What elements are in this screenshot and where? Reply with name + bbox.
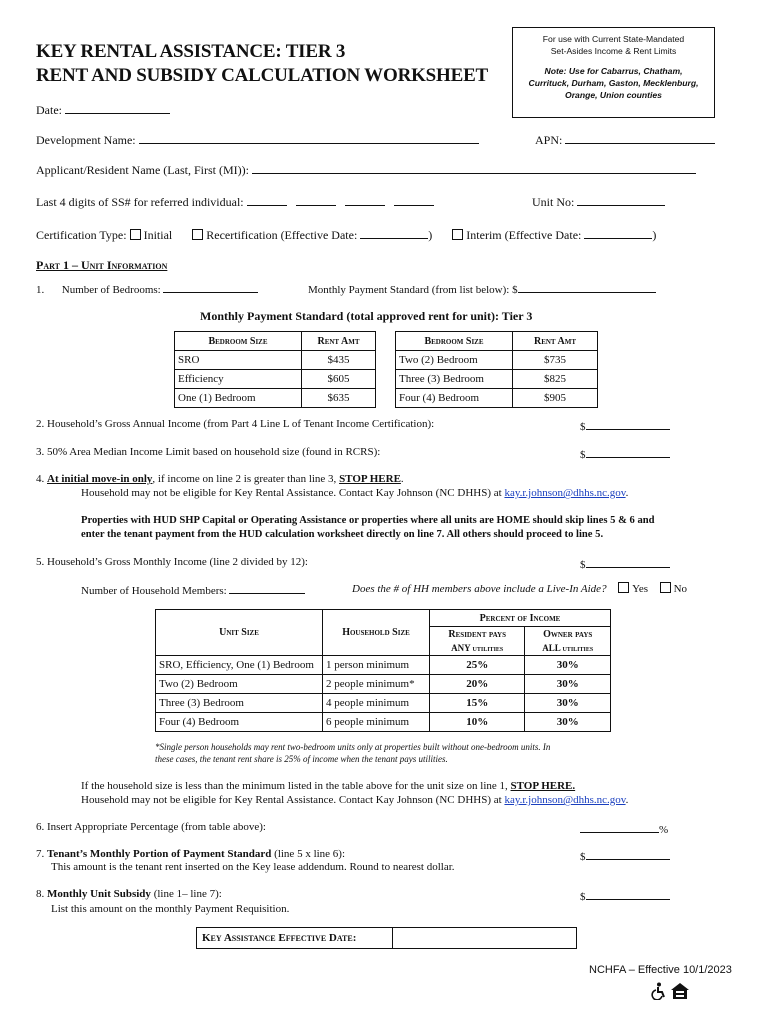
bedroom-size-cell: One (1) Bedroom: [175, 389, 302, 408]
initial-label: Initial: [143, 228, 173, 242]
bedrooms-label: Number of Bedrooms:: [61, 284, 161, 296]
line7-amount: [580, 848, 670, 863]
line3-label: 3. 50% Area Median Income Limit based on household size (found in RCRS):: [36, 446, 381, 458]
line7-field[interactable]: [586, 848, 670, 860]
period: .: [625, 487, 629, 499]
unit-size-cell: SRO, Efficiency, One (1) Bedroom: [156, 656, 323, 675]
rent-amt-cell: $635: [302, 389, 376, 408]
dollar-sign: $: [580, 891, 586, 903]
line3-field[interactable]: [586, 446, 670, 458]
table-header: Bedroom Size: [175, 332, 302, 351]
resident-pays-header: Resident pays: [430, 627, 525, 642]
table-row: [175, 370, 376, 389]
recert-date-field[interactable]: [360, 227, 428, 239]
line7-sub: This amount is the tenant rent inserted on the Key lease addendum. Round to nearest dollar.: [51, 861, 455, 873]
table-header: Rent Amt: [513, 332, 598, 351]
line8-sub: List this amount on the monthly Payment Requisition.: [51, 903, 290, 915]
ss-digit-field[interactable]: [296, 194, 336, 206]
paren: ): [428, 228, 433, 242]
line7-label: (line 5 x line 6):: [274, 848, 346, 860]
ss-digit-field[interactable]: [345, 194, 385, 206]
line4-row: [36, 473, 404, 485]
email-link[interactable]: kay.r.johnson@dhhs.nc.gov: [504, 794, 626, 806]
line2-amount: [580, 418, 670, 433]
owner-percent-cell: 30%: [525, 713, 611, 732]
note-box: [512, 27, 715, 118]
minimum-note: [81, 780, 575, 792]
hud-note-line1: Properties with HUD SHP Capital or Operating Assistance or properties where all units are HOME should skip lines 5 & 6 and: [81, 515, 655, 526]
note-line: Set-Asides Income & Rent Limits: [550, 46, 677, 56]
percent-of-income-header: Percent of Income: [430, 610, 611, 627]
interim-checkbox[interactable]: [452, 229, 463, 240]
line4-sub: [81, 487, 628, 499]
hud-note-line2: enter the tenant payment from the HUD calculation worksheet directly on line 7. All others should proceed to line 5.: [81, 529, 604, 540]
development-name-label: Development Name:: [36, 133, 136, 147]
interim-date-field[interactable]: [584, 227, 652, 239]
table-row: [396, 351, 598, 370]
rent-amt-cell: $825: [513, 370, 598, 389]
resident-percent-cell: 25%: [430, 656, 525, 675]
line-number: 7.: [36, 848, 45, 860]
percent-sign: %: [659, 824, 669, 836]
line5-amount: [580, 556, 670, 571]
unit-size-cell: Three (3) Bedroom: [156, 694, 323, 713]
apn-row: [535, 132, 715, 148]
effective-date-field[interactable]: [393, 928, 576, 948]
table-row: [175, 351, 376, 370]
ss-row: [36, 194, 434, 210]
owner-percent-cell: 30%: [525, 694, 611, 713]
line-number: 8.: [36, 888, 45, 900]
rent-amt-cell: $735: [513, 351, 598, 370]
initial-move-in-text: At initial move-in only: [47, 473, 153, 485]
note-counties: Currituck, Durham, Gaston, Mecklenburg,: [528, 78, 699, 88]
form-title-line2: RENT AND SUBSIDY CALCULATION WORKSHEET: [36, 65, 489, 86]
table-header: Rent Amt: [302, 332, 376, 351]
contact-text: Household may not be eligible for Key Rental Assistance. Contact Kay Johnson (NC DHHS) at: [81, 794, 502, 806]
period: .: [400, 473, 404, 485]
dollar-sign: $: [580, 851, 586, 863]
unit-size-cell: Four (4) Bedroom: [156, 713, 323, 732]
line2-label: 2. Household’s Gross Annual Income (from Part 4 Line L of Tenant Income Certification):: [36, 418, 435, 430]
accessibility-icon: [650, 982, 668, 1003]
resident-percent-cell: 20%: [430, 675, 525, 694]
minimum-note-text: If the household size is less than the minimum listed in the table above for the unit size on line 1,: [81, 780, 508, 792]
line8-label: (line 1– line 7):: [153, 888, 222, 900]
line6-label: 6. Insert Appropriate Percentage (from table above):: [36, 821, 266, 833]
contact-text: Household may not be eligible for Key Rental Assistance. Contact Kay Johnson (NC DHHS) at: [81, 487, 502, 499]
owner-percent-cell: 30%: [525, 656, 611, 675]
date-row: [36, 102, 170, 118]
note-counties: Note: Use for Cabarrus, Chatham,: [544, 66, 683, 76]
line3-amount: [580, 446, 670, 461]
recertification-checkbox[interactable]: [192, 229, 203, 240]
resident-percent-cell: 10%: [430, 713, 525, 732]
applicant-name-label: Applicant/Resident Name (Last, First (MI)):: [36, 163, 249, 177]
table-row: [156, 713, 611, 732]
certification-row: [36, 227, 656, 243]
line4-text: , if income on line 2 is greater than line 3,: [152, 473, 337, 485]
line2-field[interactable]: [586, 418, 670, 430]
interim-label: Interim (Effective Date:: [466, 228, 582, 242]
line5-label: 5. Household’s Gross Monthly Income (line 2 divided by 12):: [36, 556, 308, 568]
rent-table-left: [174, 331, 376, 408]
dollar-sign: $: [580, 421, 586, 433]
line1-row: [36, 281, 258, 296]
unit-size-header: Unit Size: [156, 610, 323, 656]
unit-size-cell: Two (2) Bedroom: [156, 675, 323, 694]
table-row: [156, 656, 611, 675]
live-in-row: [352, 582, 687, 595]
note-counties: Orange, Union counties: [565, 90, 662, 100]
line7-row: [36, 848, 345, 860]
line8-row: [36, 888, 222, 900]
rent-table-title: Monthly Payment Standard (total approved rent for unit): Tier 3: [200, 309, 533, 323]
bedroom-size-cell: Two (2) Bedroom: [396, 351, 513, 370]
rent-amt-cell: $605: [302, 370, 376, 389]
household-size-cell: 4 people minimum: [323, 694, 430, 713]
table-row: [156, 675, 611, 694]
rent-amt-cell: $435: [302, 351, 376, 370]
no-label: No: [673, 583, 688, 595]
bedroom-size-cell: SRO: [175, 351, 302, 370]
footer-effective: NCHFA – Effective 10/1/2023: [589, 964, 732, 976]
email-link[interactable]: kay.r.johnson@dhhs.nc.gov: [504, 487, 626, 499]
applicant-row: [36, 162, 696, 178]
all-utilities-subheader: ALL utilities: [525, 641, 611, 656]
resident-percent-cell: 15%: [430, 694, 525, 713]
household-size-cell: 1 person minimum: [323, 656, 430, 675]
rent-amt-cell: $905: [513, 389, 598, 408]
equal-housing-icon: [670, 982, 690, 1003]
yes-checkbox[interactable]: [618, 582, 629, 593]
cert-type-label: Certification Type:: [36, 228, 127, 242]
table-row: [396, 370, 598, 389]
applicant-name-field[interactable]: [252, 162, 696, 174]
ss-label: Last 4 digits of SS# for referred individual:: [36, 195, 244, 209]
household-members-field[interactable]: [229, 582, 305, 594]
bedroom-size-cell: Four (4) Bedroom: [396, 389, 513, 408]
table-row: [175, 389, 376, 408]
owner-percent-cell: 30%: [525, 675, 611, 694]
percent-table: [155, 609, 611, 732]
payment-standard-label: Monthly Payment Standard (from list below): $: [308, 284, 518, 296]
form-title-line1: KEY RENTAL ASSISTANCE: TIER 3: [36, 41, 346, 62]
no-checkbox[interactable]: [660, 582, 671, 593]
any-utilities-subheader: ANY utilities: [430, 641, 525, 656]
ss-digit-field[interactable]: [247, 194, 287, 206]
part1-heading: Part 1 – Unit Information: [36, 258, 168, 272]
bedroom-size-cell: Three (3) Bedroom: [396, 370, 513, 389]
table-header: Bedroom Size: [396, 332, 513, 351]
date-field[interactable]: [65, 102, 170, 114]
household-size-cell: 2 people minimum*: [323, 675, 430, 694]
ss-digit-field[interactable]: [394, 194, 434, 206]
unit-no-field[interactable]: [577, 194, 665, 206]
unit-no-label: Unit No:: [532, 195, 575, 209]
line-number: 4.: [36, 473, 45, 485]
paren: ): [652, 228, 657, 242]
live-in-aide-question: Does the # of HH members above include a Live-In Aide?: [352, 583, 607, 595]
household-size-cell: 6 people minimum: [323, 713, 430, 732]
apn-label: APN:: [535, 133, 563, 147]
unit-no-row: [532, 194, 665, 210]
minimum-note-sub: [81, 794, 628, 806]
stop-here-text: STOP HERE: [339, 473, 401, 485]
owner-pays-header: Owner pays: [525, 627, 611, 642]
effective-date-label: Key Assistance Effective Date:: [197, 928, 393, 948]
line6-field[interactable]: [580, 821, 659, 833]
note-line: For use with Current State-Mandated: [542, 34, 685, 44]
line8-field[interactable]: [586, 888, 670, 900]
payment-standard-row: [308, 281, 656, 296]
development-name-field[interactable]: [139, 132, 479, 144]
line8-amount: [580, 888, 670, 903]
effective-date-box: [196, 927, 577, 949]
line6-amount: [580, 821, 668, 836]
development-name-row: [36, 132, 479, 148]
line8-bold-label: Monthly Unit Subsidy: [47, 888, 151, 900]
stop-here-text: STOP HERE.: [510, 780, 576, 792]
payment-standard-field[interactable]: [518, 281, 656, 293]
dollar-sign: $: [580, 449, 586, 461]
line5-field[interactable]: [586, 556, 670, 568]
household-members-label: Number of Household Members:: [81, 585, 227, 597]
household-size-header: Household Size: [323, 610, 430, 656]
household-members-row: [81, 582, 305, 597]
period: .: [625, 794, 629, 806]
rent-table-right: [395, 331, 598, 408]
footnote-line2: these cases, the tenant rent share is 25% of income when the tenant pays utilities.: [155, 754, 448, 764]
line7-bold-label: Tenant’s Monthly Portion of Payment Standard: [47, 848, 272, 860]
recertification-label: Recertification (Effective Date:: [206, 228, 358, 242]
dollar-sign: $: [580, 559, 586, 571]
initial-checkbox[interactable]: [130, 229, 141, 240]
table-row: [396, 389, 598, 408]
bedroom-size-cell: Efficiency: [175, 370, 302, 389]
yes-label: Yes: [632, 583, 649, 595]
apn-field[interactable]: [565, 132, 715, 144]
footnote-line1: *Single person households may rent two-bedroom units only at properties built without one-bedroom units. In: [155, 742, 551, 752]
bedrooms-field[interactable]: [163, 281, 258, 293]
date-label: Date:: [36, 103, 62, 117]
line-number: 1.: [36, 284, 45, 296]
table-row: [156, 694, 611, 713]
